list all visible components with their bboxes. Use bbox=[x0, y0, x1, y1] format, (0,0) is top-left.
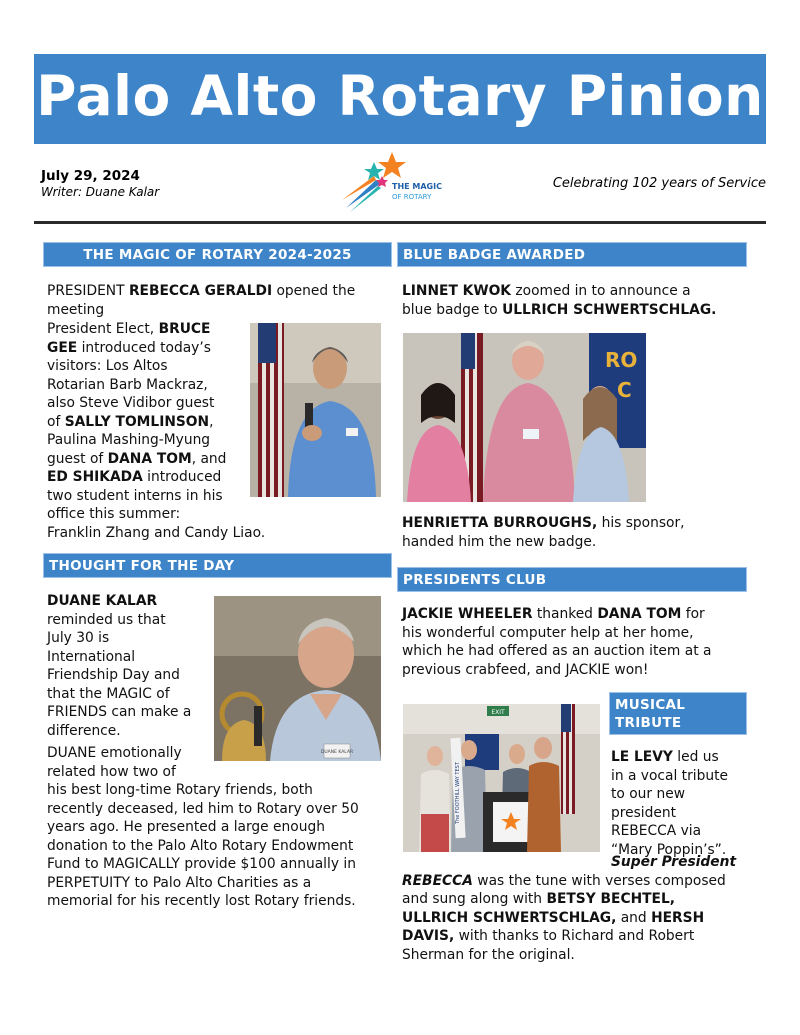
line bbox=[47, 818, 392, 837]
text-run: Paulina Mashing-Myung bbox=[47, 432, 211, 448]
writer-credit: Writer: Duane Kalar bbox=[41, 185, 160, 199]
text-run: in a vocal tribute bbox=[611, 767, 728, 784]
line bbox=[47, 892, 392, 911]
text-run: which he had offered as an auction item at a bbox=[402, 643, 712, 659]
line bbox=[402, 853, 747, 872]
bold-name: DANA TOM bbox=[107, 450, 192, 467]
line bbox=[402, 872, 747, 891]
line bbox=[47, 629, 217, 648]
line bbox=[47, 666, 217, 685]
line bbox=[47, 611, 217, 630]
bold-name: JACKIE WHEELER bbox=[402, 606, 533, 622]
line bbox=[47, 855, 392, 874]
line bbox=[611, 748, 751, 767]
bold-name: REBECCA GERALDI bbox=[128, 283, 273, 299]
issue-date: July 29, 2024 bbox=[41, 168, 140, 184]
text-run: office this summer: bbox=[47, 506, 181, 522]
line bbox=[611, 767, 751, 786]
text-run: PERPETUITY to Palo Alto Charities as a bbox=[47, 874, 312, 891]
section2-paragraph1 bbox=[47, 592, 217, 740]
text-run: “Mary Poppin’s”. bbox=[611, 841, 727, 858]
text-run: to our new bbox=[611, 786, 685, 802]
bold-name: ULLRICH SCHWERTSCHLAG, bbox=[402, 909, 617, 926]
text-run: also Steve Vidibor guest bbox=[47, 395, 215, 411]
text-run: Franklin Zhang and Candy Liao. bbox=[47, 524, 266, 541]
line bbox=[47, 763, 392, 782]
text-run: , and bbox=[191, 450, 227, 467]
text-run: donation to the Palo Alto Rotary Endowment bbox=[47, 837, 354, 854]
text-run: and bbox=[616, 909, 652, 926]
section-heading-thought-for-the-day: THOUGHT FOR THE DAY bbox=[43, 553, 392, 578]
banner-text: RO bbox=[605, 348, 638, 372]
text-run: introduced today’s bbox=[77, 339, 211, 356]
logo-text-line2: OF ROTARY bbox=[392, 193, 432, 201]
line bbox=[47, 524, 387, 543]
photo-blue-badge-presentation bbox=[403, 333, 646, 502]
text-run: for bbox=[681, 606, 705, 622]
line bbox=[402, 533, 747, 552]
text-run: opened the meeting bbox=[47, 283, 356, 318]
line bbox=[402, 946, 747, 965]
text-run: previous crabfeed, and JACKIE won! bbox=[402, 661, 649, 678]
line bbox=[47, 874, 392, 893]
text-run: DUANE emotionally bbox=[47, 745, 182, 761]
line bbox=[402, 514, 747, 533]
text-run: that the MAGIC of bbox=[47, 685, 170, 702]
text-run: and sung along with bbox=[402, 891, 547, 907]
line bbox=[402, 927, 747, 946]
masthead-banner bbox=[34, 54, 766, 144]
text-run: July 30 is bbox=[47, 630, 110, 646]
section1-paragraph1 bbox=[47, 282, 387, 319]
section3-paragraph2 bbox=[402, 514, 747, 551]
bold-name: DAVIS, bbox=[402, 928, 455, 944]
section3-paragraph1 bbox=[402, 282, 747, 319]
bold-italic-text: Super President bbox=[611, 854, 737, 870]
line bbox=[402, 642, 747, 661]
banner-text-2: C bbox=[617, 378, 632, 402]
line bbox=[47, 685, 217, 704]
heading-line: TRIBUTE bbox=[615, 715, 682, 731]
line bbox=[611, 785, 751, 804]
section-heading-magic-of-rotary: THE MAGIC OF ROTARY 2024-2025 bbox=[43, 242, 392, 267]
line bbox=[47, 781, 392, 800]
section2-paragraph2 bbox=[47, 744, 392, 911]
photo-bruce-gee bbox=[250, 323, 381, 497]
photo-duane-kalar bbox=[214, 596, 381, 761]
bold-name: SALLY TOMLINSON bbox=[64, 413, 210, 430]
text-run: introduced bbox=[142, 469, 222, 485]
text-run: years ago. He presented a large enough bbox=[47, 819, 325, 835]
text-run: his sponsor, bbox=[597, 515, 685, 531]
bold-name: GEE bbox=[47, 339, 78, 356]
text-run: Fund to MAGICALLY provide $100 annually in bbox=[47, 856, 356, 872]
text-run: zoomed in to announce a bbox=[511, 283, 691, 299]
section-heading-blue-badge: BLUE BADGE AWARDED bbox=[397, 242, 747, 267]
line bbox=[402, 624, 747, 643]
line bbox=[611, 822, 751, 841]
text-run: , bbox=[209, 413, 214, 430]
text-run: Rotarian Barb Mackraz, bbox=[47, 376, 208, 393]
text-run: REBECCA via bbox=[611, 823, 702, 839]
line bbox=[47, 800, 392, 819]
heading-line: MUSICAL bbox=[615, 697, 686, 713]
text-run: handed him the new badge. bbox=[402, 533, 597, 550]
tagline: Celebrating 102 years of Service bbox=[552, 176, 766, 191]
bold-italic-name: REBECCA bbox=[402, 872, 473, 889]
line bbox=[402, 890, 747, 909]
line bbox=[611, 804, 751, 823]
section-heading-presidents-club: PRESIDENTS CLUB bbox=[397, 567, 747, 592]
section4-paragraph1 bbox=[402, 605, 747, 679]
bold-name: BETSY BECHTEL, bbox=[546, 891, 676, 907]
line bbox=[47, 744, 392, 763]
line bbox=[402, 909, 747, 928]
lectern-sign-text: The FOOTHILL WAY TEST bbox=[455, 762, 461, 824]
bold-name: LINNET KWOK bbox=[402, 283, 511, 299]
text-run: blue badge to bbox=[402, 301, 503, 318]
bold-name: ULLRICH SCHWERTSCHLAG. bbox=[502, 301, 717, 318]
section5-bottom-paragraph bbox=[402, 853, 747, 964]
text-run: memorial for his recently lost Rotary friends. bbox=[47, 893, 356, 909]
text-run: thanked bbox=[532, 606, 598, 622]
header-divider bbox=[34, 221, 766, 224]
text-run: Friendship Day and bbox=[47, 667, 180, 683]
newsletter-title: Palo Alto Rotary Pinion bbox=[36, 64, 764, 128]
logo-star-orange bbox=[378, 152, 406, 178]
text-run: PRESIDENT bbox=[47, 283, 129, 299]
line bbox=[47, 648, 217, 667]
text-run: International bbox=[47, 648, 136, 665]
line bbox=[47, 505, 387, 524]
text-run: of bbox=[47, 413, 65, 430]
logo-text-line1: THE MAGIC bbox=[392, 182, 442, 191]
text-run: President Elect, bbox=[47, 321, 159, 337]
bold-name: LE LEVY bbox=[611, 749, 673, 765]
bold-name: BRUCE bbox=[158, 321, 211, 337]
line bbox=[402, 301, 747, 320]
line bbox=[47, 703, 217, 722]
text-run: reminded us that bbox=[47, 611, 166, 628]
bold-name: DUANE KALAR bbox=[47, 593, 158, 609]
text-run: related how two of bbox=[47, 763, 176, 780]
text-run: his wonderful computer help at her home, bbox=[402, 624, 694, 641]
line bbox=[402, 661, 747, 680]
line bbox=[402, 282, 747, 301]
bold-name: ED SHIKADA bbox=[47, 469, 143, 485]
bold-name: HERSH bbox=[651, 909, 705, 926]
text-run: was the tune with verses composed bbox=[472, 872, 726, 889]
name-tag-text: DUANE KALAR bbox=[320, 750, 354, 755]
line bbox=[402, 605, 747, 624]
text-run: Sherman for the original. bbox=[402, 946, 575, 963]
logo-text bbox=[392, 182, 442, 202]
bold-name: HENRIETTA BURROUGHS, bbox=[402, 515, 598, 531]
section5-side-paragraph bbox=[611, 748, 751, 859]
exit-sign-text: EXIT bbox=[491, 709, 505, 716]
text-run: guest of bbox=[47, 450, 108, 467]
text-run: led us bbox=[672, 749, 719, 765]
text-run: FRIENDS can make a bbox=[47, 704, 192, 720]
text-run: visitors: Los Altos bbox=[47, 358, 168, 374]
section-heading-musical-tribute bbox=[609, 692, 747, 735]
photo-musical-tribute bbox=[403, 704, 600, 852]
line bbox=[47, 837, 392, 856]
line bbox=[47, 592, 217, 611]
text-run: two student interns in his bbox=[47, 487, 223, 504]
text-run: recently deceased, led him to Rotary over 50 bbox=[47, 800, 359, 817]
bold-name: DANA TOM bbox=[597, 606, 682, 622]
line bbox=[47, 722, 217, 741]
text-run: with thanks to Richard and Robert bbox=[454, 928, 695, 944]
text-run: difference. bbox=[47, 722, 121, 739]
text-run: president bbox=[611, 804, 677, 821]
text-run: his best long-time Rotary friends, both bbox=[47, 782, 313, 798]
